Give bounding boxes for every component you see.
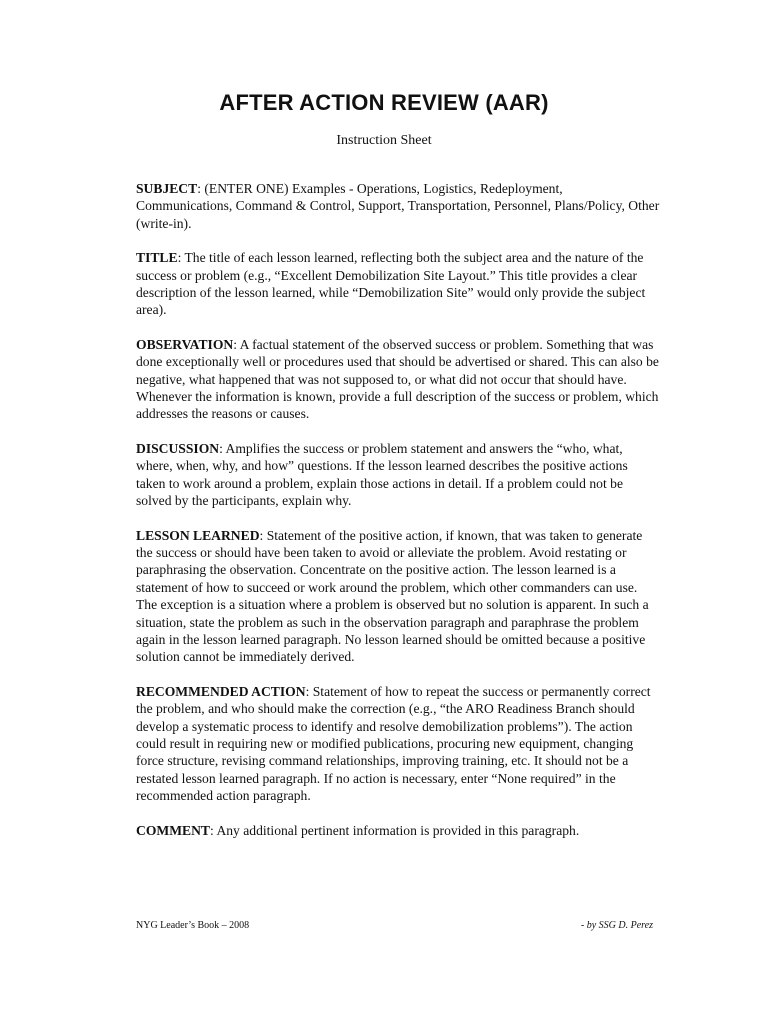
section-label: LESSON LEARNED <box>136 527 260 543</box>
section-text: : (ENTER ONE) Examples - Operations, Logistics, Redeployment, Communications, Command & Control, Support, Transportation, Personnel, Plans/Policy, Other (write-in). <box>136 181 660 231</box>
section-label: OBSERVATION <box>136 336 234 352</box>
section-label: RECOMMENDED ACTION <box>136 683 306 699</box>
footer-left: NYG Leader’s Book – 2008 <box>136 920 250 931</box>
page-subtitle: Instruction Sheet <box>336 133 432 148</box>
section-label: TITLE <box>136 250 178 266</box>
footer-right: - by SSG D. Perez <box>580 920 653 931</box>
section-text: : Amplifies the success or problem statement and answers the “who, what, where, when, why, and how” questions. If the lesson learned describes the positive actions taken to work around a problem, explain those actions in detail. If a problem could not be solved by the participants, explain why. <box>136 440 628 509</box>
section-text: : Statement of the positive action, if known, that was taken to generate the success or should have been taken to avoid or alleviate the problem. Avoid restating or paraphrasing the observation. Concentrate on the positive action. The lesson learned is a statement of how to succeed or work around the problem, which other commanders can use. The exception is a situation where a problem is observed but no solution is apparent. In such a situation, state the problem as such in the observation paragraph and paraphrase the problem again in the lesson learned paragraph. No lesson learned should be omitted because a positive solution cannot be immediately derived. <box>136 527 649 665</box>
section-recommended-action <box>136 683 660 805</box>
section-label: SUBJECT <box>136 181 198 196</box>
section-text: : Any additional pertinent information is provided in this paragraph. <box>210 822 580 838</box>
section-text: : The title of each lesson learned, reflecting both the subject area and the nature of the success or problem (e.g., “Excellent Demobilization Site Layout.” This title provides a clear description of the lesson learned, while “Demobilization Site” would only provide the subject area). <box>136 250 646 318</box>
section-text: : A factual statement of the observed success or problem. Something that was done exceptionally well or procedures used that should be advertised or shared. This can also be negative, what happened that was not supposed to, or what did not occur that should have. Whenever the information is known, provide a full description of the success or problem, which addresses the reasons or causes. <box>136 336 659 422</box>
document-body <box>136 180 660 856</box>
section-subject <box>136 180 660 232</box>
section-lesson-learned <box>136 527 660 666</box>
section-label: DISCUSSION <box>136 440 220 456</box>
page-title: AFTER ACTION REVIEW (AAR) <box>219 90 549 115</box>
section-title <box>136 249 660 319</box>
section-label: COMMENT <box>136 822 211 838</box>
section-observation <box>136 336 660 423</box>
section-text: : Statement of how to repeat the success or permanently correct the problem, and who should make the correction (e.g., “the ARO Readiness Branch should develop a systematic process to identify and resolve demobilization problems”). The action could result in requiring new or modified publications, procuring new equipment, changing force structure, revising command relationships, improving training, etc. It should not be a restated lesson learned paragraph. If no action is necessary, enter “None required” in the recommended action paragraph. <box>136 683 651 804</box>
section-comment <box>136 822 660 839</box>
section-discussion <box>136 440 660 510</box>
